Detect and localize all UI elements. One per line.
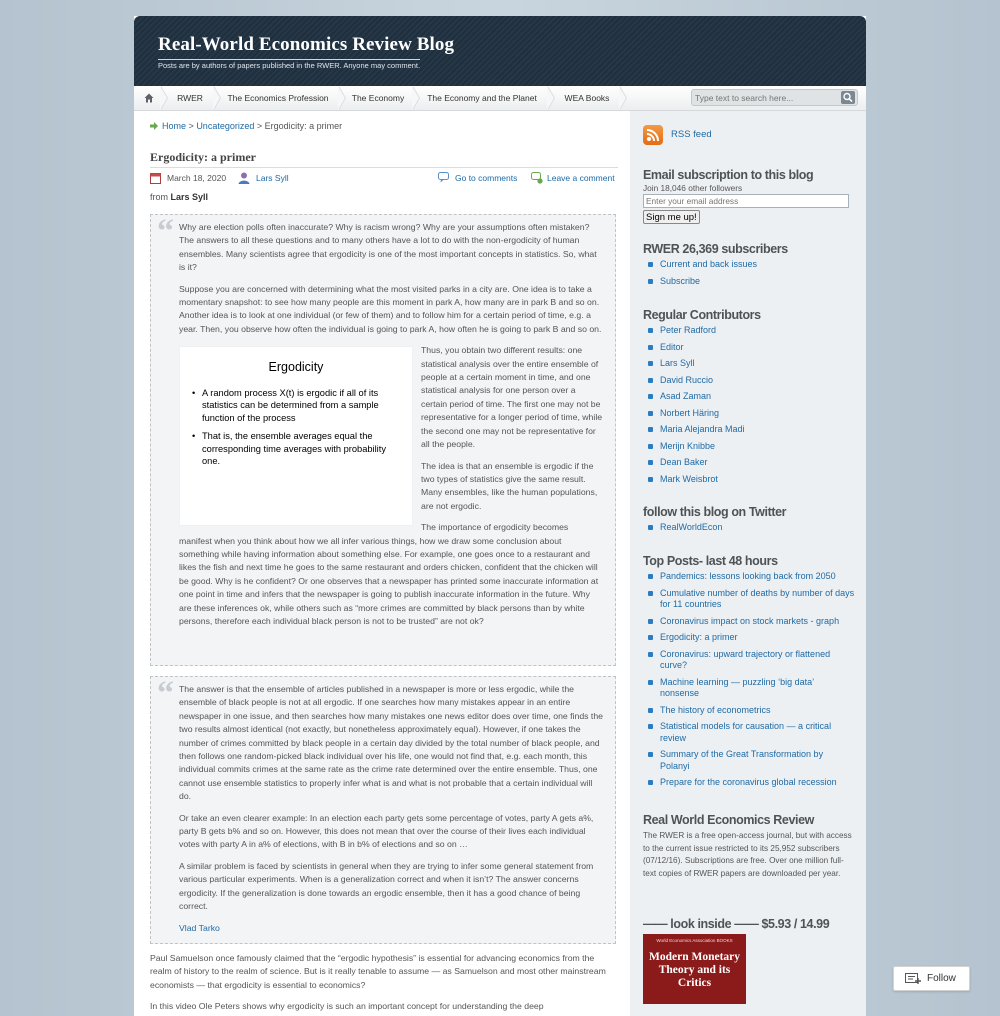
rwer-description: The RWER is a free open-access journal, but with access to the current issue restricted to its 25,952 subscribers (07/12/16). Subscriptions are free. Over one million full-text copies of RWER papers are downloaded per year. <box>643 831 852 878</box>
top-post-link[interactable]: Machine learning — puzzling ‘big data’ nonsense <box>660 676 814 698</box>
top-post-link[interactable]: Cumulative number of deaths by number of days for 11 countries <box>660 587 855 609</box>
subscribers-widget <box>643 242 855 292</box>
post-meta <box>150 172 618 186</box>
quote-source-link[interactable]: Vlad Tarko <box>179 922 220 933</box>
look-inside-widget <box>643 917 855 1004</box>
quote-paragraph: Suppose you are concerned with determining what the most visited parks in a city are. One idea is to take a momentary snapshot: to see how many people are this moment in park A, how many are in park B and so on. Another idea is to look at one individual (or few of them) and to follow him for a certain period of time, e.g. a year. Then, you observe how often the individual is going to park A, how often he is going to park B and so on. <box>179 283 602 334</box>
contributor-link[interactable]: Asad Zaman <box>660 391 712 401</box>
top-post-link[interactable]: Coronavirus impact on stock markets - graph <box>660 615 840 626</box>
list-item <box>643 457 855 469</box>
calendar-icon <box>150 172 161 184</box>
list-item <box>643 632 855 644</box>
leave-comment-link[interactable]: Leave a comment <box>547 173 615 183</box>
contributor-link[interactable]: Maria Alejandra Madi <box>660 424 745 434</box>
nav-separator <box>413 86 421 111</box>
list-item <box>643 616 855 628</box>
search-icon <box>841 91 855 104</box>
breadcrumb-separator: > <box>188 121 194 131</box>
top-post-link[interactable]: Summary of the Great Transformation by Polanyi <box>660 749 824 771</box>
list-item <box>643 441 855 453</box>
nav-item-the-economy[interactable]: The Economy <box>351 93 405 103</box>
top-post-link[interactable]: Prepare for the coronavirus global recession <box>660 777 837 787</box>
follow-button[interactable] <box>893 966 970 991</box>
post-author-link[interactable]: Lars Syll <box>256 173 289 183</box>
list-item <box>643 375 855 387</box>
contributor-link[interactable]: Mark Weisbrot <box>660 473 718 484</box>
email-field[interactable] <box>643 194 849 208</box>
blockquote <box>150 676 616 944</box>
email-subscription-widget <box>643 168 855 224</box>
title-divider <box>150 167 618 168</box>
quote-paragraph: A similar problem is faced by scientists in general when they are trying to infer some general statement from various particular experiments. When is a generalization correct and when it isn’t? The answer concerns ergodicity. If the generalization is done towards an ergodic ensemble, then it has a good chance of being correct. <box>179 860 594 912</box>
contributor-link[interactable]: Merijn Knibbe <box>660 440 716 451</box>
quote-paragraph: Or take an even clearer example: In an election each party gets some percentage of votes, party A gets a%, party B gets b% and so on. However, this does not mean that over the course of their lives each individual votes with party A in a% of elections, with B in b% of elections and so on … <box>179 812 594 850</box>
widget-title: —— look inside —— $5.93 / 14.99 <box>643 917 830 931</box>
leave-comment-icon <box>531 172 543 184</box>
list-item <box>643 749 855 772</box>
top-post-link[interactable]: Ergodicity: a primer <box>660 632 738 642</box>
book-header: World Economics Association BOOKS <box>656 938 733 943</box>
body-paragraph: Paul Samuelson once famously claimed that the “ergodic hypothesis” is essential for advancing economics from the realm of history to the realm of science. But is it really tenable to assume — as Samuelson and most other mainstream economists — that ergodicity is essential to economics? <box>150 953 606 990</box>
breadcrumb-home[interactable]: Home <box>162 121 187 131</box>
twitter-link[interactable]: RealWorldEcon <box>660 522 723 532</box>
widget-title: Regular Contributors <box>643 308 761 322</box>
rwer-widget <box>643 813 855 880</box>
nav-separator <box>548 86 556 111</box>
search-input[interactable] <box>695 91 835 104</box>
post-title: Ergodicity: a primer <box>150 150 256 164</box>
nav-item-rwer[interactable]: RWER <box>177 93 203 103</box>
blockquote <box>150 214 616 666</box>
contributor-link[interactable]: Norbert Häring <box>660 407 720 418</box>
site-description: Posts are by authors of papers published in the RWER. Anyone may comment. <box>158 61 421 70</box>
post-source-line <box>150 192 208 202</box>
quote-mark-icon: “ <box>157 675 174 712</box>
quote-paragraph: The answer is that the ensemble of articles published in a newspaper is more or less ergodic, while the ensemble of black people is not at all ergodic. If one searches how many mistakes appear in an entire newspaper in one issue, and then searches how many mistakes one news editor does over time, one finds the two results almost identical (not exactly, but nonetheless approximately equal). However, if one takes the number of crimes committed by black people in a certain day divided by the total number of black people, and then follows one random-picked black individual over his life, one would not find that, e.g. each month, this individual commits crimes at the same rate as the crime rate determined over the entire ensemble. Thus, one cannot use ensemble statistics to properly infer what is and what is not probable that a certain individual will do. <box>179 684 603 802</box>
breadcrumb-separator: > <box>256 121 263 131</box>
list-item <box>643 677 855 700</box>
nav-separator <box>339 86 347 111</box>
top-post-link[interactable]: The history of econometrics <box>660 704 771 715</box>
quote-paragraph: The idea is that an ensemble is ergodic if the two types of statistics give the same result. Many ensembles, like the human populations, are not ergodic. <box>421 460 598 511</box>
book-cover[interactable] <box>643 934 746 1004</box>
quote-paragraph: The importance of ergodicity becomes manifest when you think about how we all infer various things, how we draw some conclusion about something while having information about something else. For example, one goes once to a restaurant and likes the fish and next time he goes to the same restaurant and orders chicken, confident that the chicken will be good. Why is he confident? Or one observes that a newspaper has printed some inaccurate information at one point in time and infers that the newspaper is going to publish inaccurate information in the future. Why are these inferences ok, while others such as “more crimes are committed by black persons than by white persons, therefore each individual black person is not to be trusted” are not ok? <box>179 522 599 626</box>
nav-item-economy-and-planet[interactable]: The Economy and the Planet <box>427 93 537 103</box>
sign-up-button[interactable]: Sign me up! <box>643 210 700 224</box>
widget-title: follow this blog on Twitter <box>643 505 787 519</box>
list-item <box>643 276 855 288</box>
site-header <box>134 16 866 86</box>
list-item <box>643 391 855 403</box>
breadcrumb <box>150 121 620 131</box>
contributor-link[interactable]: David Ruccio <box>660 374 714 385</box>
list-item <box>643 474 855 486</box>
go-to-comments-link[interactable]: Go to comments <box>455 173 518 183</box>
list-item <box>643 649 855 672</box>
quote-paragraph: Why are election polls often inaccurate? Why is racism wrong? Why are your assumptions often mistaken? The answers to all these questions and to many others have a lot to do with the non-ergodicity of human ensembles. Many scientists agree that ergodicity is one of the most important concepts in statistics. So, what is it? <box>179 222 597 273</box>
rss-widget <box>643 125 855 147</box>
sidebar-link[interactable]: Current and back issues <box>660 259 758 269</box>
list-item <box>643 522 855 534</box>
figure-bullet: • That is, the ensemble averages equal the corresponding time averages with probability one. <box>202 430 400 468</box>
rss-feed-link[interactable]: RSS feed <box>671 129 712 140</box>
quote-mark-icon: “ <box>157 213 174 250</box>
top-post-link[interactable]: Pandemics: lessons looking back from 2050 <box>660 571 836 581</box>
arrow-right-icon <box>150 122 158 130</box>
list-item <box>643 325 855 337</box>
author-icon <box>238 172 250 184</box>
figure-bullet: • A random process X(t) is ergodic if all of its statistics can be determined from a sample function of the process <box>202 387 400 425</box>
widget-title: Real World Economics Review <box>643 813 814 827</box>
list-item <box>643 358 855 370</box>
post-date: March 18, 2020 <box>167 173 227 183</box>
list-item <box>643 408 855 420</box>
top-post-link[interactable]: Coronavirus: upward trajectory or flattened curve? <box>660 648 831 670</box>
list-item <box>643 342 855 354</box>
search-box <box>691 89 858 106</box>
contributors-widget <box>643 308 855 490</box>
list-item <box>643 588 855 611</box>
comments-icon <box>438 172 451 183</box>
contributor-link[interactable]: Editor <box>660 341 684 352</box>
widget-title: Email subscription to this blog <box>643 168 814 182</box>
nav-item-wea-books[interactable]: WEA Books <box>564 93 610 103</box>
follow-label: Follow <box>927 973 956 984</box>
follow-icon <box>905 973 921 985</box>
rss-icon[interactable] <box>643 125 663 145</box>
twitter-widget <box>643 505 855 539</box>
list-item <box>643 424 855 436</box>
contributor-link[interactable]: Peter Radford <box>660 325 717 335</box>
top-post-link[interactable]: Statistical models for causation — a critical review <box>660 721 832 743</box>
home-icon[interactable] <box>144 93 154 103</box>
breadcrumb-current: Ergodicity: a primer <box>264 121 343 131</box>
contributor-link[interactable]: Lars Syll <box>660 358 695 368</box>
book-title: Modern Monetary Theory and its Critics <box>648 951 741 989</box>
quote-paragraph: Thus, you obtain two different results: one statistical analysis over the entire ensemble of people at a certain moment in time, and one statistical analysis for one person over a certain period of time. The first one may not be representative for a longer period of time, while the second one may not be representative for all the people. <box>421 345 603 450</box>
ergodicity-figure <box>179 346 413 526</box>
breadcrumb-category[interactable]: Uncategorized <box>196 121 255 131</box>
nav-item-economics-profession[interactable]: The Economics Profession <box>227 93 329 103</box>
post-body-continued <box>150 952 618 1014</box>
body-paragraph: In this video Ole Peters shows why ergodicity is such an important concept for understanding the deep <box>150 1001 544 1012</box>
from-label: from <box>150 192 168 202</box>
from-author: Lars Syll <box>170 192 209 202</box>
nav-separator <box>620 86 628 111</box>
page-wrapper <box>134 16 866 1016</box>
list-item <box>643 571 855 583</box>
list-item <box>643 705 855 717</box>
main-content <box>150 121 620 1012</box>
widget-title: Top Posts- last 48 hours <box>643 554 778 568</box>
sidebar-link[interactable]: Subscribe <box>660 275 701 286</box>
top-posts-widget <box>643 554 855 794</box>
widget-title: RWER 26,369 subscribers <box>643 242 788 256</box>
main-nav <box>134 86 866 111</box>
list-item <box>643 777 855 789</box>
contributor-link[interactable]: Dean Baker <box>660 457 708 467</box>
nav-separator <box>161 86 169 111</box>
figure-title: Ergodicity <box>268 360 324 375</box>
list-item <box>643 721 855 744</box>
rss-glyph-icon <box>643 125 663 145</box>
sidebar <box>630 111 866 1016</box>
site-title[interactable]: Real-World Economics Review Blog <box>158 34 455 55</box>
followers-count: Join 18,046 other followers <box>643 183 743 193</box>
list-item <box>643 259 855 271</box>
search-button[interactable] <box>841 91 855 104</box>
nav-separator <box>214 86 222 111</box>
